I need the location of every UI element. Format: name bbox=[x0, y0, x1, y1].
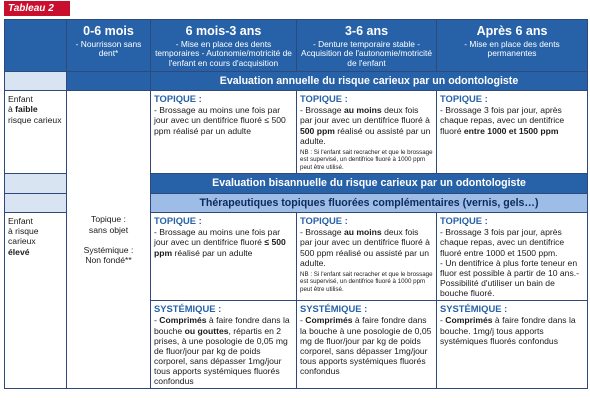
cell-low-6plus bbox=[437, 91, 588, 174]
col-subtitle: - Nourrisson sans dent* bbox=[75, 38, 142, 59]
label-text: risque carieux bbox=[8, 114, 62, 125]
t: ≤ 500 ppm bbox=[154, 237, 286, 258]
cell-text: - Brossage au moins une fois par jour avec un dentifrice fluoré ≤ 500 ppm réalisé par un adulte bbox=[154, 105, 286, 136]
cell-text: - Brossage 3 fois par jour, après chaque repas, avec un dentifrice fluoré entre 1000 et 1500 ppm. bbox=[440, 227, 565, 258]
cell-text bbox=[300, 105, 433, 146]
mid-text: sans objet bbox=[88, 224, 129, 235]
t: - Brossage 3 fois par jour, après chaque repas, avec un dentifrice fluoré bbox=[440, 105, 565, 136]
band-spacer bbox=[5, 193, 67, 213]
col-title: Après 6 ans bbox=[476, 24, 548, 38]
label-text: Enfant bbox=[8, 94, 33, 105]
t: réalisé par un adulte bbox=[172, 247, 253, 258]
cell-low-3-6 bbox=[297, 91, 437, 174]
row-label-high bbox=[5, 213, 67, 389]
t: Comprimés bbox=[445, 315, 493, 326]
cell-text bbox=[300, 315, 433, 376]
band-topical: Thérapeutiques topiques fluorées complémentaires (vernis, gels…) bbox=[151, 193, 588, 213]
t: au moins bbox=[343, 105, 382, 116]
t: à faire fondre dans la bouche. 1mg/j tous apports systémiques fluorés confondus bbox=[440, 315, 576, 346]
band-spacer bbox=[5, 71, 67, 91]
band-annual-row bbox=[5, 71, 588, 91]
t: - Brossage bbox=[300, 227, 344, 238]
cell-high-6m-3 bbox=[151, 213, 297, 301]
t: - bbox=[440, 315, 446, 326]
header-empty bbox=[5, 20, 67, 72]
mid-text: Non fondé** bbox=[85, 254, 132, 265]
t: à faire fondre dans la bouche à une posologie de 0,05 mg de fluor/jour par kg de poids corporel, sans dépasser 1mg/jour tous apports systémiques fluorés confondus bbox=[300, 315, 432, 377]
band-spacer bbox=[67, 71, 151, 91]
header-row bbox=[5, 20, 588, 72]
t: réalisé ou assisté par un adulte. bbox=[300, 125, 431, 146]
header-col-0-6 bbox=[67, 20, 151, 72]
header-col-6m-3 bbox=[151, 20, 297, 72]
band-annual: Evaluation annuelle du risque carieux par un odontologiste bbox=[151, 71, 588, 91]
label-emphasis: élevé bbox=[8, 246, 30, 257]
header-col-6plus bbox=[437, 20, 588, 72]
cell-text bbox=[440, 105, 584, 135]
cell-title: TOPIQUE : bbox=[300, 93, 348, 105]
col-0-6-content bbox=[67, 91, 151, 389]
t: - Brossage bbox=[300, 105, 344, 116]
col-subtitle: - Mise en place des dents permanentes bbox=[464, 38, 560, 59]
cell-text: - Un dentifrice à plus forte teneur en fluor est possible à partir de 10 ans.- Possibilité d'utiliser un bain de bouche fluoré. bbox=[440, 257, 580, 299]
label-text: Enfant bbox=[8, 216, 33, 227]
t: au moins bbox=[343, 227, 382, 238]
col-subtitle: - Mise en place des dents temporaires - Autonomie/motricité de l'enfant en cours d'acquisition bbox=[155, 38, 292, 69]
row-label-low bbox=[5, 91, 67, 174]
cell-high-3-6 bbox=[297, 213, 437, 301]
t: ou gouttes bbox=[184, 325, 229, 336]
cell-title: SYSTÉMIQUE : bbox=[440, 303, 508, 315]
cell-title: TOPIQUE : bbox=[154, 93, 202, 105]
t: Comprimés bbox=[305, 315, 353, 326]
label-text: à bbox=[8, 104, 13, 115]
t: entre 1000 et 1500 ppm bbox=[463, 125, 559, 136]
cell-title: SYSTÉMIQUE : bbox=[154, 303, 222, 315]
cell-text bbox=[154, 315, 293, 386]
cell-title: TOPIQUE : bbox=[154, 215, 202, 227]
cell-note: NB : Si l'enfant sait recracher et que le brossage est supervisé, un dentifrice fluoré à 1000 ppm peut être utilisé. bbox=[300, 270, 433, 293]
cell-low-6m-3 bbox=[151, 91, 297, 174]
t: - Brossage au moins une fois par jour avec un dentifrice fluoré bbox=[154, 227, 281, 248]
cell-text bbox=[300, 227, 433, 268]
table-tag: Tableau 2 bbox=[4, 1, 70, 16]
t: - bbox=[300, 315, 306, 326]
cell-title: TOPIQUE : bbox=[300, 215, 348, 227]
cell-sys-6plus bbox=[437, 301, 588, 389]
row-low-risk bbox=[5, 91, 588, 174]
fluoride-table bbox=[4, 19, 588, 389]
mid-text: Topique : bbox=[91, 214, 126, 225]
cell-high-6plus bbox=[437, 213, 588, 301]
cell-note: NB : Si l'enfant sait recracher et que le brossage est supervisé, un dentifrice fluoré à 1000 ppm peut être utilisé. bbox=[300, 148, 433, 171]
col-title: 6 mois-3 ans bbox=[185, 24, 262, 38]
band-biannual: Evaluation bisannuelle du risque carieux par un odontologiste bbox=[151, 174, 588, 194]
t: Comprimés bbox=[159, 315, 207, 326]
band-spacer bbox=[5, 174, 67, 194]
t: 500 ppm bbox=[300, 125, 335, 136]
t: à faire fondre dans la bouche bbox=[154, 315, 290, 336]
cell-sys-6m-3 bbox=[151, 301, 297, 389]
label-emphasis: faible bbox=[15, 104, 38, 115]
header-col-3-6 bbox=[297, 20, 437, 72]
t: - bbox=[154, 315, 160, 326]
col-title: 3-6 ans bbox=[344, 24, 389, 38]
col-title: 0-6 mois bbox=[83, 24, 134, 38]
cell-title: SYSTÉMIQUE : bbox=[300, 303, 368, 315]
t: deux fois par jour avec un dentifrice fluoré à bbox=[300, 105, 430, 126]
cell-text bbox=[440, 315, 584, 345]
col-subtitle: - Denture temporaire stable - Acquisition de l'autonomie/motricité de l'enfant bbox=[300, 38, 432, 69]
label-text: à risque carieux bbox=[8, 226, 39, 247]
t: deux fois par jour avec un dentifrice fluoré à 500 ppm réalisé ou assisté par un adulte. bbox=[300, 227, 430, 268]
cell-title: TOPIQUE : bbox=[440, 215, 488, 227]
cell-text bbox=[154, 227, 293, 257]
t: , répartis en 2 prises, à une posologie de 0,05 mg de fluor/jour par kg de poids corporel, sans dépasser 1mg/jour tous apports systémiques fluorés confondus bbox=[154, 325, 288, 387]
cell-title: TOPIQUE : bbox=[440, 93, 488, 105]
mid-text: Systémique : bbox=[83, 244, 134, 255]
cell-sys-3-6 bbox=[297, 301, 437, 389]
